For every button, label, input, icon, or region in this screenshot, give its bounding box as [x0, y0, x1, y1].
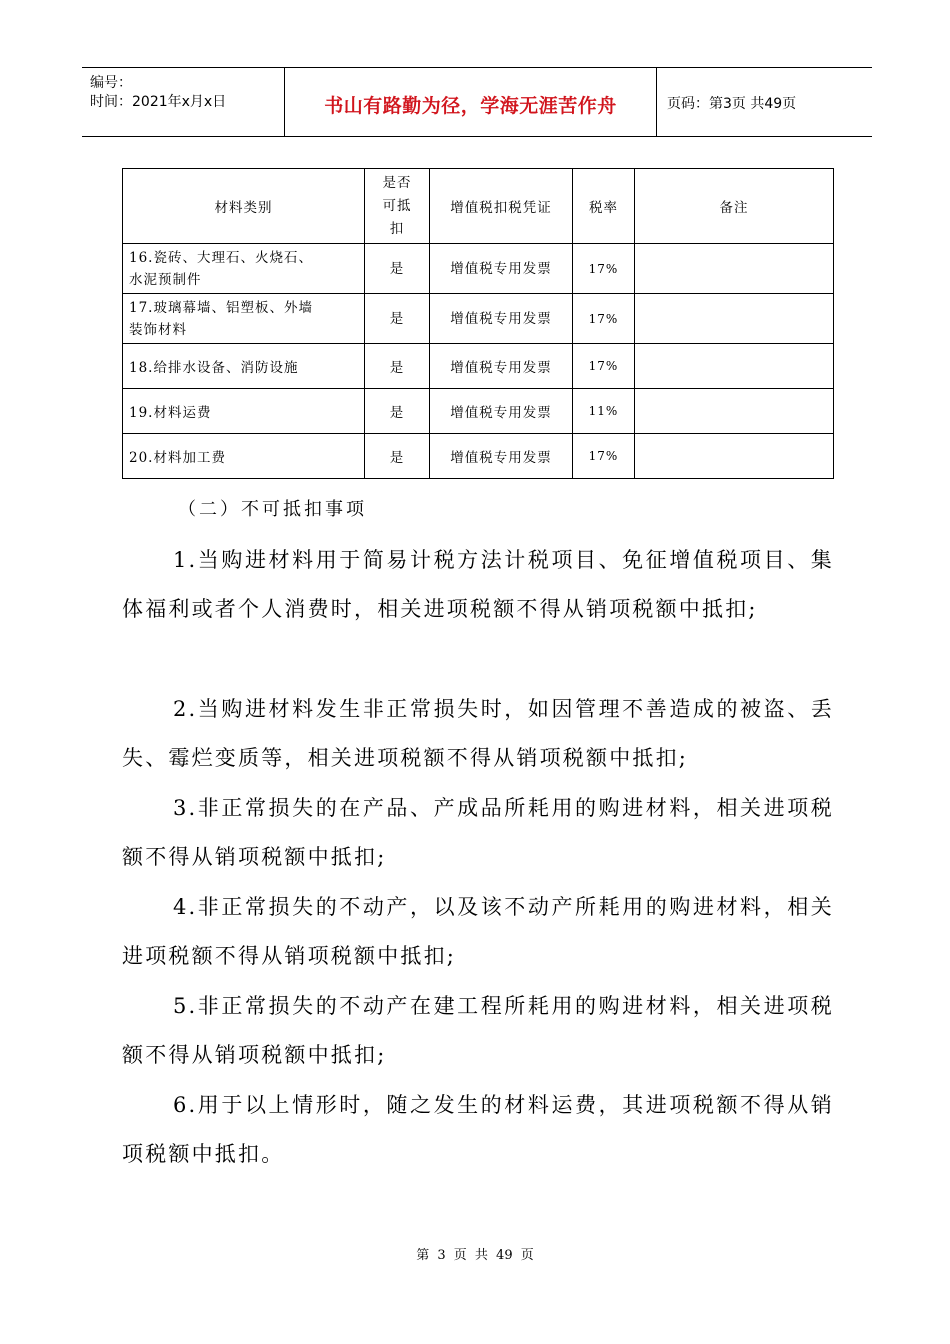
note-cell: [635, 344, 834, 389]
table-row: [123, 344, 834, 389]
category-line: 17.玻璃幕墙、铝塑板、外墙: [129, 299, 313, 316]
deductible-cell: 是: [365, 389, 430, 434]
table-row: [123, 389, 834, 434]
document-number-label: 编号：: [90, 75, 132, 91]
rate-cell: 17%: [573, 434, 635, 479]
page-footer: 第 3 页 共 49 页: [416, 1248, 534, 1263]
rate-cell: 17%: [573, 294, 635, 344]
column-header-deductible-line: 可抵: [382, 197, 412, 214]
header-motto: 书山有路勤为径，学海无涯苦作舟: [324, 95, 617, 117]
table-row: [123, 434, 834, 479]
column-header-note: 备注: [635, 169, 834, 244]
deductible-cell: 是: [365, 244, 430, 294]
note-cell: [635, 389, 834, 434]
table-row: [123, 294, 834, 344]
paragraph: 3.非正常损失的在产品、产成品所耗用的购进材料，相关进项税额不得从销项税额中抵扣;: [122, 796, 834, 869]
category-cell: 20.材料加工费: [123, 434, 365, 479]
rate-cell: 17%: [573, 244, 635, 294]
column-header-voucher: 增值税扣税凭证: [430, 169, 573, 244]
paragraph: 4.非正常损失的不动产，以及该不动产所耗用的购进材料，相关进项税额不得从销项税额中抵扣;: [122, 895, 834, 968]
paragraph: 6.用于以上情形时，随之发生的材料运费，其进项税额不得从销项税额中抵扣。: [122, 1093, 834, 1166]
category-line: 水泥预制件: [129, 271, 202, 288]
category-cell: [123, 244, 365, 294]
note-cell: [635, 434, 834, 479]
deductible-cell: 是: [365, 344, 430, 389]
category-line: 16.瓷砖、大理石、火烧石、: [129, 249, 313, 266]
voucher-cell: 增值税专用发票: [430, 389, 573, 434]
voucher-cell: 增值税专用发票: [430, 344, 573, 389]
category-line: 装饰材料: [129, 321, 187, 338]
voucher-cell: 增值税专用发票: [430, 244, 573, 294]
voucher-cell: 增值税专用发票: [430, 294, 573, 344]
header-meta-cell: [82, 68, 285, 136]
material-tax-table: [122, 168, 834, 479]
column-header-deductible-line: 扣: [389, 220, 405, 237]
deductible-cell: 是: [365, 434, 430, 479]
header-page-cell: [657, 68, 872, 136]
column-header-rate: 税率: [573, 169, 635, 244]
paragraph: 5.非正常损失的不动产在建工程所耗用的购进材料，相关进项税额不得从销项税额中抵扣;: [122, 994, 834, 1067]
note-cell: [635, 294, 834, 344]
table-header-row: [123, 169, 834, 244]
deductible-cell: 是: [365, 294, 430, 344]
rate-cell: 17%: [573, 344, 635, 389]
note-cell: [635, 244, 834, 294]
category-cell: [123, 294, 365, 344]
paragraph: 1.当购进材料用于简易计税方法计税项目、免征增值税项目、集体福利或者个人消费时，相关进项税额不得从销项税额中抵扣;: [122, 548, 834, 621]
column-header-category: 材料类别: [123, 169, 365, 244]
category-cell: 18.给排水设备、消防设施: [123, 344, 365, 389]
table-row: [123, 244, 834, 294]
rate-cell: 11%: [573, 389, 635, 434]
header-page-info: 页码：第3页 共49页: [667, 96, 797, 112]
section-title: （二）不可抵扣事项: [178, 499, 367, 520]
page-header: [82, 67, 872, 137]
paragraph: 2.当购进材料发生非正常损失时，如因管理不善造成的被盗、丢失、霉烂变质等，相关进项税额不得从销项税额中抵扣;: [122, 697, 834, 770]
header-motto-cell: [285, 68, 657, 136]
document-date-label: 时间：2021年x月x日: [90, 94, 227, 110]
voucher-cell: 增值税专用发票: [430, 434, 573, 479]
category-cell: 19.材料运费: [123, 389, 365, 434]
column-header-deductible: [365, 169, 430, 244]
column-header-deductible-line: 是否: [382, 174, 412, 191]
